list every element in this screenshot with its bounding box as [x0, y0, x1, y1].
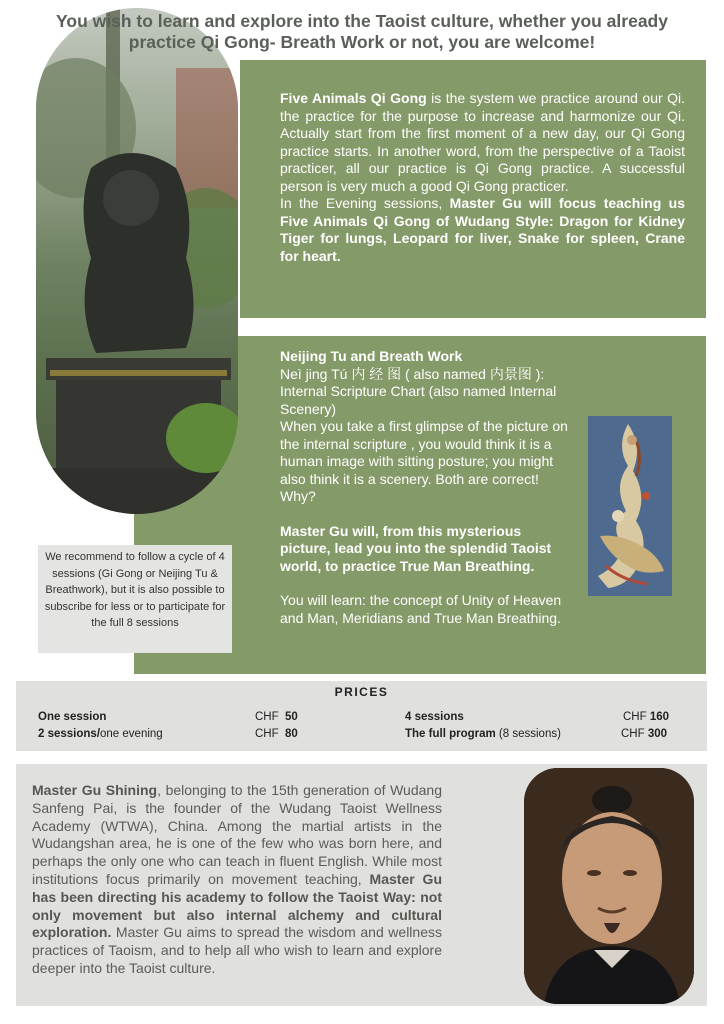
headline	[30, 11, 694, 53]
evening-intro: In the Evening sessions,	[280, 195, 450, 211]
bio-name: Master Gu Shining	[32, 782, 158, 798]
price-four-sessions-value: CHF 160	[623, 711, 670, 723]
prices-box	[16, 681, 707, 751]
headline-line-1: You wish to learn and explore into the Taoist culture, whether you already	[56, 11, 668, 31]
price-four-sessions-label: 4 sessions	[405, 711, 464, 723]
bio-part-2: Master Gu aims to spread the wisdom and wellness practices of Taoism, and to help all who wish to learn and explore deeper into the Taoist culture.	[32, 924, 442, 976]
price-two-sessions-label: 2 sessions/one evening	[38, 728, 163, 740]
price-one-session-label: One session	[38, 711, 107, 723]
neijing-text	[280, 348, 572, 627]
qigong-paragraph	[280, 90, 685, 195]
evening-paragraph	[280, 195, 685, 265]
recommendation-note: We recommend to follow a cycle of 4 sessions (Gi Gong or Neijing Tu & Breathwork), but it is also possible to subscribe for less or to participate for the full 8 sessions	[38, 545, 232, 653]
evening-focus: Master Gu will focus teaching us Five Animals Qi Gong of Wudang Style: Dragon for Kidney Tiger for lungs, Leopard for liver, Snake for spleen, Crane for heart.	[280, 195, 685, 264]
lion-statue-illustration	[36, 8, 238, 514]
qigong-text	[280, 90, 685, 265]
master-gu-bio	[32, 782, 442, 978]
neijing-title: Neijing Tu and Breath Work	[280, 348, 463, 364]
neijing-master-gu: Master Gu will, from this mysterious picture, lead you into the splendid Taoist world, to practice True Man Breathing.	[280, 522, 552, 574]
price-full-program-label: The full program (8 sessions)	[405, 728, 561, 740]
qigong-title: Five Animals Qi Gong	[280, 90, 427, 106]
internal-scripture-chart-image	[588, 416, 672, 596]
bio-part-1: , belonging to the 15th generation of Wudang Sanfeng Pai, is the founder of the Wudang Taoist Wellness Academy (WTWA), China. Among the martial artists in the Wudangshan area, he is one of the few who was born here, and perhaps the only one who can teach in fluent English. While most institutions focus primarily on movement teaching,	[32, 782, 442, 887]
prices-title: PRICES	[334, 685, 389, 699]
bio-highlight: Master Gu has been directing his academy to follow the Taoist Way: not only movement but also internal alchemy and cultural exploration.	[32, 870, 442, 941]
neijing-definition: Neì jing Tú 内 经 图 ( also named 内景图 ): Internal Scripture Chart (also named Internal Scenery)	[280, 365, 557, 417]
headline-line-2: practice Qi Gong- Breath Work or not, you are welcome!	[128, 32, 596, 52]
lion-statue-photo	[36, 8, 238, 514]
qigong-body: is the system we practice around our Qi. the practice for the purpose to increase and harmonize our Qi. Actually start from the first moment of a new day, our Qi Gong practice starts. In another word, from the perspective of a Taoist practicer, all our practice is Qi Gong practice. A successful person is very much a good Qi Gong practicer.	[280, 90, 686, 194]
neijing-learn: You will learn: the concept of Unity of Heaven and Man, Meridians and True Man Breathing.	[280, 592, 562, 626]
neijing-description: When you take a first glimpse of the picture on the internal scripture , you would think it is a human image with sitting posture; you might also think it is a scenery. Both are correct! Why?	[280, 418, 568, 504]
price-full-program-value: CHF 300	[621, 728, 668, 740]
price-two-sessions-value: CHF 80	[255, 728, 298, 740]
price-one-session-value: CHF 50	[255, 711, 298, 723]
master-gu-portrait	[524, 768, 694, 1004]
